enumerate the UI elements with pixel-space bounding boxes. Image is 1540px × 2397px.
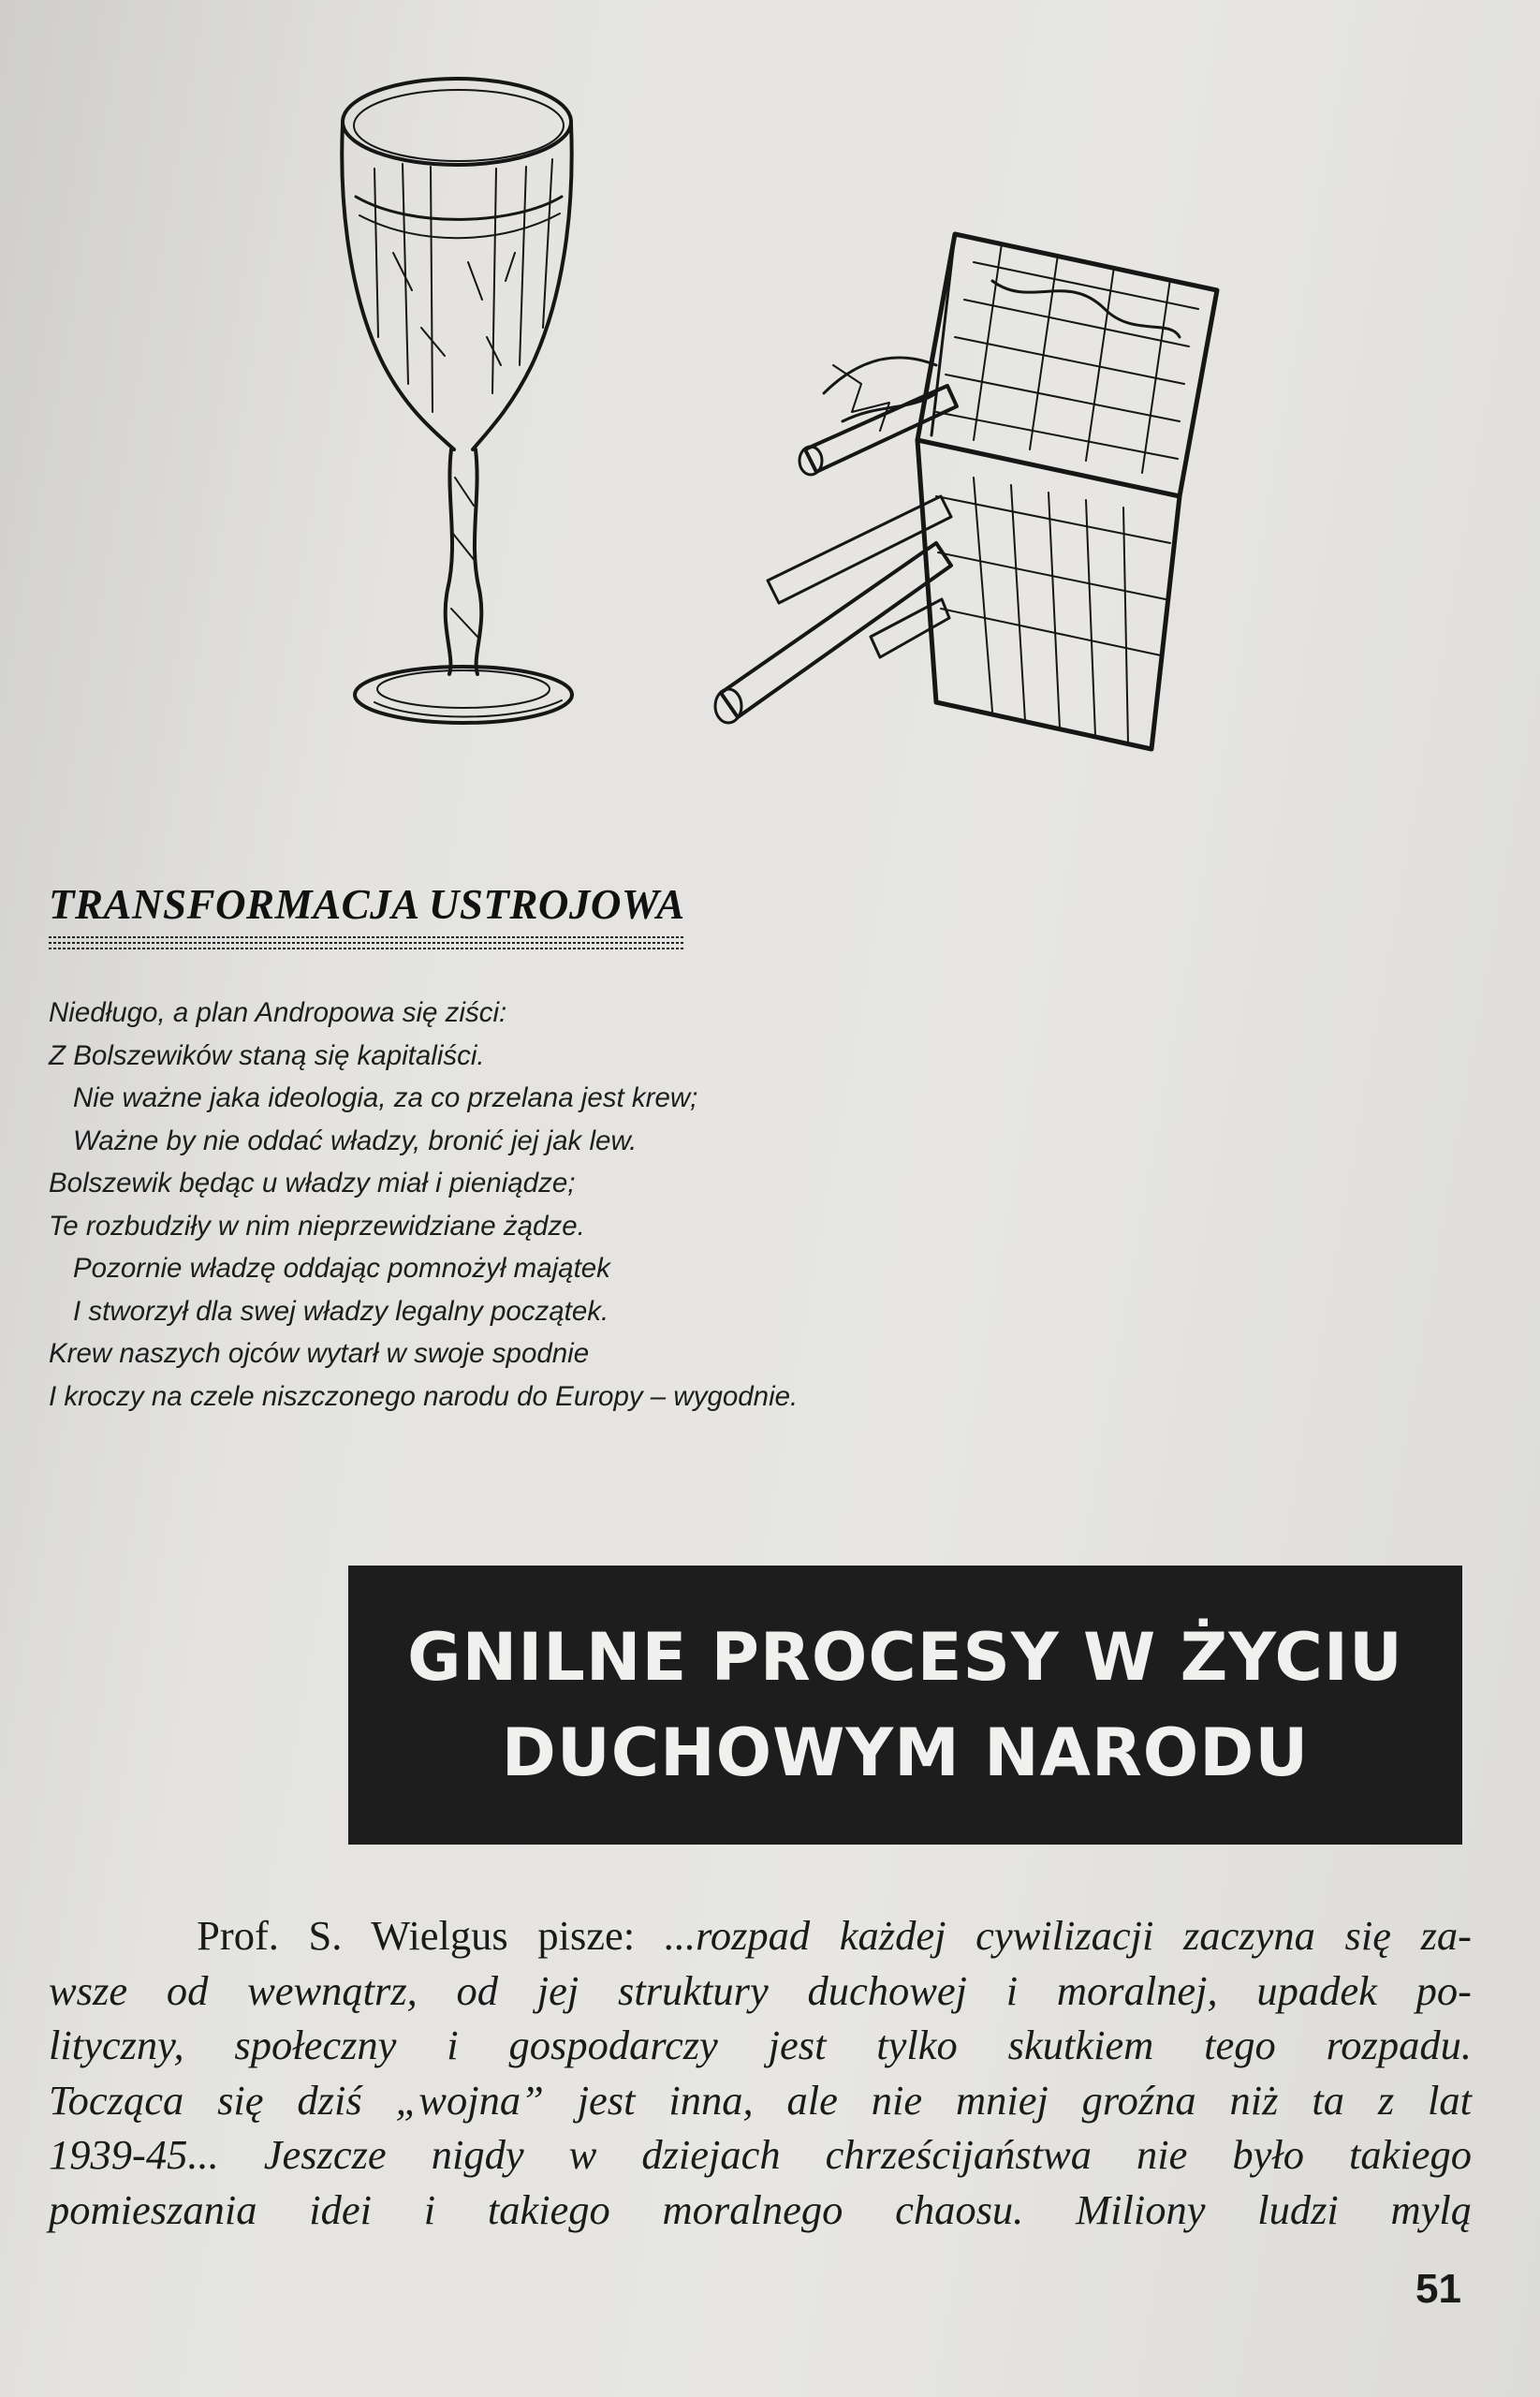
poem-line: Niedługo, a plan Andropowa się ziści: [49, 997, 507, 1028]
chapter-title-line-1: GNILNE PROCESY W ŻYCIU [407, 1619, 1403, 1696]
poem-line: Z Bolszewików staną się kapitaliści. [49, 1039, 485, 1071]
quote-text: lityczny, społeczny i gospodarczy jest tylko skutkiem tego rozpadu. [49, 2022, 1472, 2068]
poem-text [49, 992, 891, 1418]
chapter-title-box [348, 1566, 1462, 1845]
body-line [49, 2018, 1472, 2073]
heading-underline [49, 934, 685, 951]
poem-line: Te rozbudziły w nim nieprzewidziane żądze. [49, 1210, 585, 1242]
body-line [49, 1963, 1472, 2019]
poem-line: Pozornie władzę oddając pomnożył majątek [73, 1253, 610, 1284]
wine-glass-icon [342, 79, 572, 723]
poem-line: I kroczy na czele niszczonego narodu do Europy – wygodnie. [49, 1380, 799, 1412]
poem-line: Nie ważne jaka ideologia, za co przelana jest krew; [73, 1082, 698, 1113]
poem-line: Ważne by nie oddać władzy, bronić jej jak lew. [73, 1125, 638, 1156]
page-number: 51 [1415, 2266, 1461, 2312]
body-paragraph [49, 1908, 1472, 2237]
poem-heading: TRANSFORMACJA USTROJOWA [49, 881, 685, 928]
quote-text: wsze od wewnątrz, od jej struktury duchowej i moralnej, upadek po- [49, 1966, 1472, 2014]
body-line [49, 2127, 1472, 2183]
poem-line: Krew naszych ojców wytarł w swoje spodnie [49, 1338, 590, 1369]
body-line [49, 1908, 1472, 1963]
quote-text: 1939-45... Jeszcze nigdy w dziejach chrześcijaństwa nie było takiego [49, 2131, 1472, 2178]
illustrations [281, 56, 1236, 768]
quote-text: ...rozpad każdej cywilizacji zaczyna się za- [664, 1912, 1472, 1959]
poem-line: Bolszewik będąc u władzy miał i pieniądze; [49, 1168, 576, 1198]
body-lead: Prof. S. Wielgus pisze: [197, 1912, 665, 1959]
body-line [49, 2183, 1472, 2238]
quote-text: Tocząca się dziś „wojna” jest inna, ale nie mniej groźna niż ta z lat [49, 2076, 1472, 2124]
cigarette-pack-icon [715, 234, 1217, 749]
chapter-title-line-2: DUCHOWYM NARODU [501, 1714, 1310, 1791]
poem-section [49, 880, 891, 1418]
body-line [49, 2073, 1472, 2128]
poem-line: I stworzył dla swej władzy legalny początek. [73, 1295, 609, 1327]
quote-text: pomieszania idei i takiego moralnego chaosu. Miliony ludzi mylą [49, 2185, 1472, 2233]
